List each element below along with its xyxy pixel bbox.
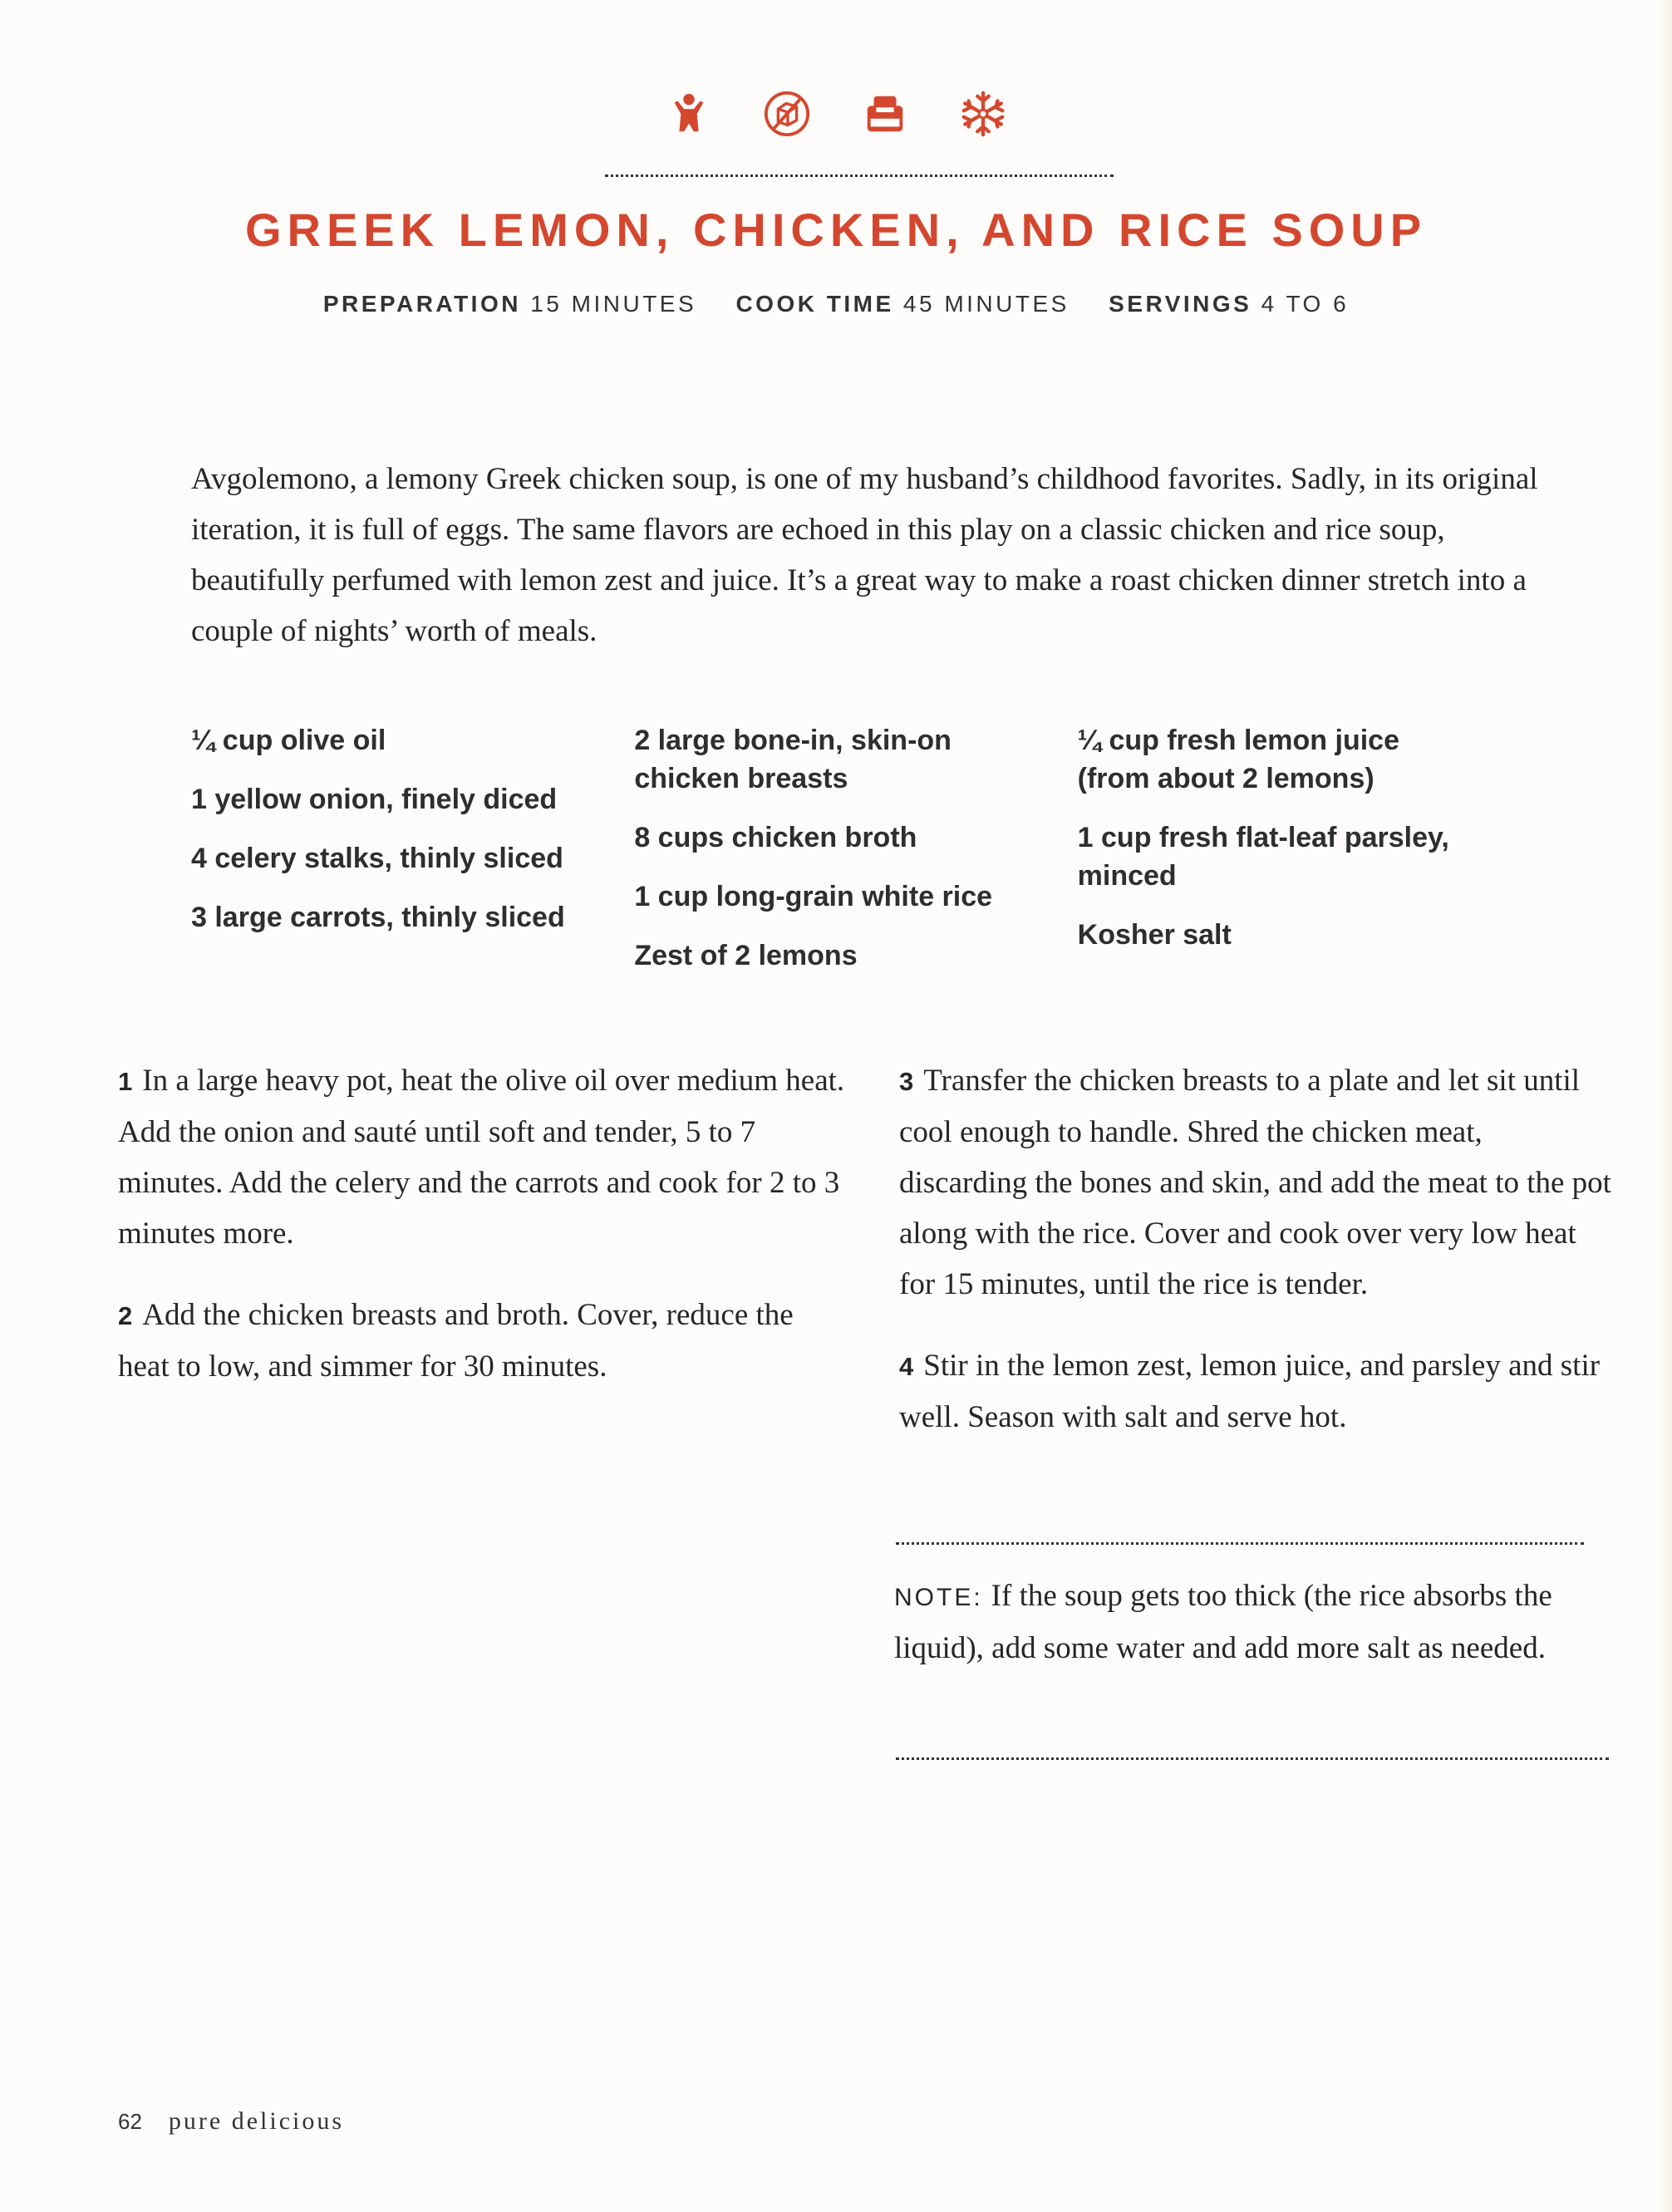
freezer-friendly-icon — [959, 90, 1007, 138]
step-4: 4 Stir in the lemon zest, lemon juice, and parsley and stir well. Season with salt and serve hot. — [899, 1349, 1601, 1434]
ingredients-column-1 — [191, 721, 634, 995]
ingredient: ¼ cup fresh lemon juice (from about 2 lemons) — [1077, 725, 1399, 794]
meta-servings: SERVINGS 4 TO 6 — [1109, 291, 1350, 317]
ingredients-column-2 — [634, 721, 1077, 995]
book-title: pure delicious — [168, 2107, 345, 2135]
ingredient: Zest of 2 lemons — [634, 940, 858, 971]
ingredient: 1 cup long-grain white rice — [634, 881, 993, 912]
note-label: NOTE: — [894, 1584, 983, 1611]
note-divider-bottom — [896, 1757, 1609, 1760]
no-packaged-food-icon — [763, 90, 811, 138]
note-text: If the soup gets too thick (the rice absorbs the liquid), add some water and add more salt as needed. — [894, 1579, 1552, 1665]
step-1: 1 In a large heavy pot, heat the olive oil over medium heat. Add the onion and sauté until soft and tender, 5 to 7 minutes. Add the celery and the carrots and cook for 2 to 3 minutes more. — [118, 1064, 845, 1251]
note-divider-top — [896, 1542, 1584, 1545]
recipe-title: GREEK LEMON, CHICKEN, AND RICE SOUP — [244, 204, 1428, 256]
ingredients-column-3 — [1078, 721, 1521, 995]
ingredient: 1 cup fresh flat-leaf parsley, minced — [1077, 822, 1449, 892]
ingredient: Kosher salt — [1077, 919, 1232, 951]
ingredient: 1 yellow onion, finely diced — [191, 784, 558, 815]
steps-column-left — [118, 1055, 849, 1473]
page-footer — [118, 2107, 344, 2136]
recipe-note — [894, 1571, 1609, 1674]
page-number: 62 — [118, 2109, 142, 2134]
meta-preparation: PREPARATION 15 MINUTES — [322, 291, 697, 317]
ingredient: 3 large carrots, thinly sliced — [191, 902, 565, 933]
title-divider — [605, 175, 1114, 177]
ingredients-list — [191, 721, 1521, 995]
ingredient: 8 cups chicken broth — [634, 822, 917, 853]
ingredient: ¼ cup olive oil — [191, 725, 386, 756]
recipe-meta — [0, 291, 1672, 317]
dietary-icons — [0, 90, 1672, 138]
step-2: 2 Add the chicken breasts and broth. Cover, reduce the heat to low, and simmer for 30 minutes. — [118, 1298, 794, 1384]
kid-friendly-icon — [665, 90, 713, 138]
steps-column-right — [899, 1055, 1614, 1473]
page-gutter — [1659, 0, 1672, 2212]
step-3: 3 Transfer the chicken breasts to a plate and let sit until cool enough to handle. Shred the chicken meat, discarding the bones and skin, and add the meat to the pot along with the rice. Cover and cook over very low heat for 15 minutes, until the rice is tender. — [899, 1064, 1611, 1301]
ingredient: 4 celery stalks, thinly sliced — [191, 843, 563, 874]
ingredient: 2 large bone-in, skin-on chicken breasts — [634, 725, 952, 794]
recipe-intro: Avgolemono, a lemony Greek chicken soup, is one of my husband’s childhood favorites. Sadly, in its original iteration, it is full of eggs. The same flavors are echoed in this play on a classic chicken and rice soup, beautifully perfumed with lemon zest and juice. It’s a great way to make a roast chicken dinner stretch into a couple of nights’ worth of meals. — [191, 462, 1538, 648]
recipe-steps — [118, 1055, 1614, 1473]
meta-cook-time: COOK TIME 45 MINUTES — [735, 291, 1070, 317]
slow-cooker-icon — [861, 90, 909, 138]
